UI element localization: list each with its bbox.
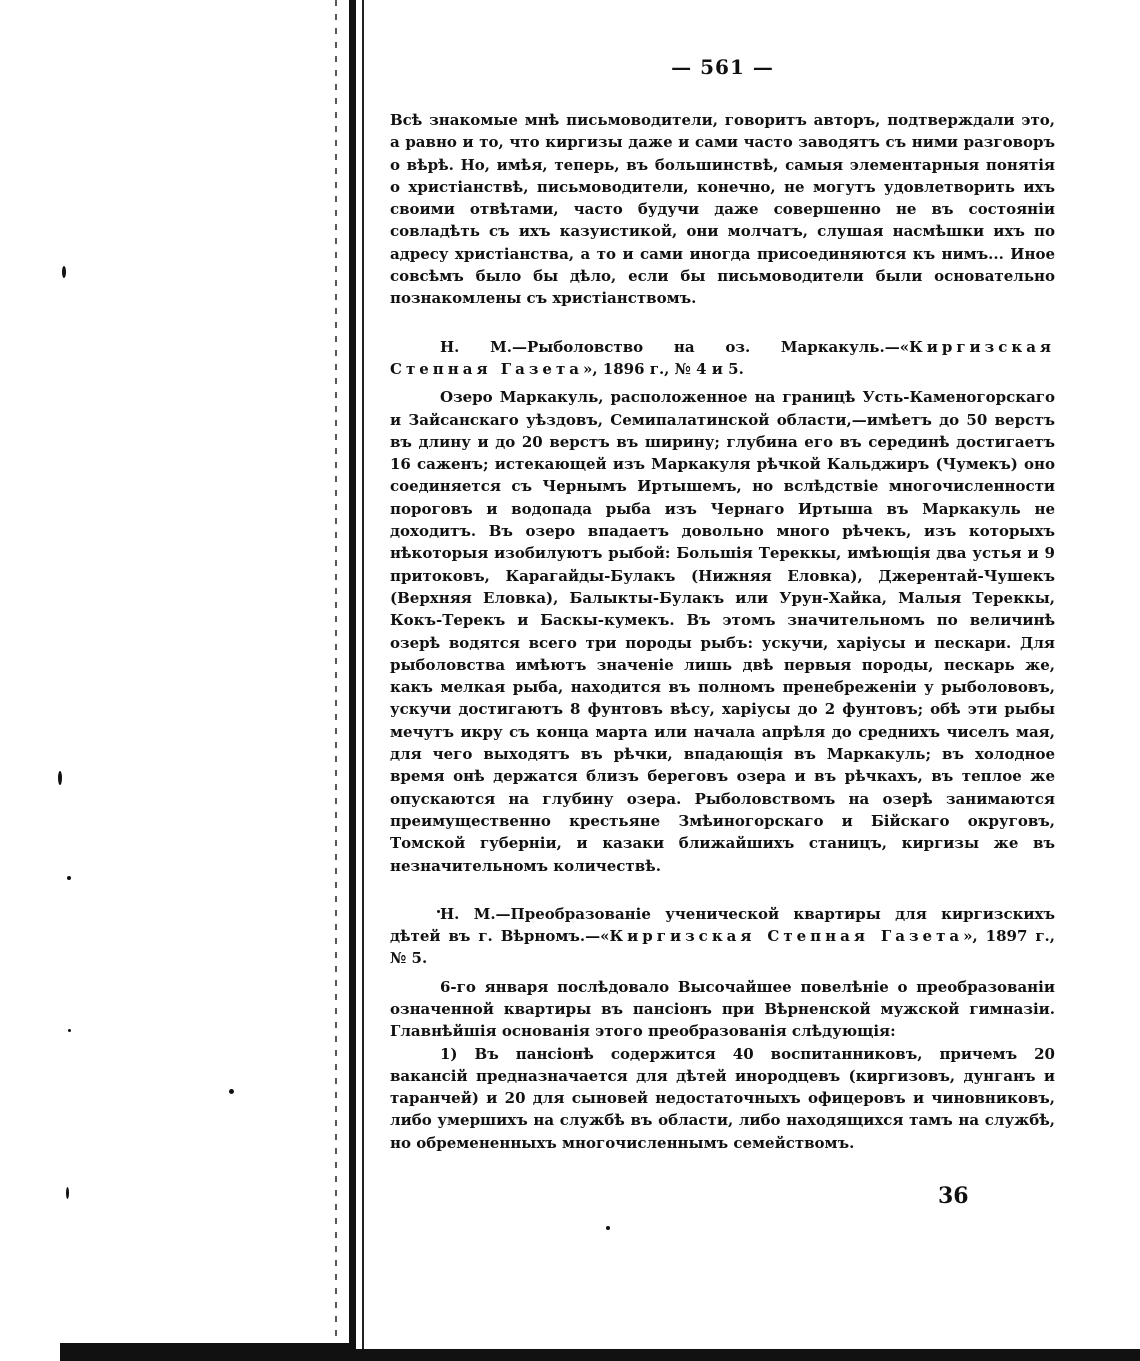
bottom-scan-edge xyxy=(60,1349,1140,1361)
page-edge-line xyxy=(362,0,364,1361)
school-body: 6-го января послѣдовало Высочайшее повелѣніе о преобразованіи означенной квартиры въ пансіонъ при Вѣрненской мужской гимназіи. Главнѣйшія основанія этого преобразованія слѣдующія: xyxy=(390,977,1055,1041)
fishing-heading-paper: Киргизская Степная Газета xyxy=(390,337,1055,378)
scan-speck xyxy=(68,1029,71,1032)
left-page-margin xyxy=(0,0,352,1361)
scan-speck xyxy=(229,1089,234,1094)
scan-speck xyxy=(62,266,66,278)
scan-speck xyxy=(58,771,62,785)
sheet-number: 36 xyxy=(938,1183,969,1209)
book-spine xyxy=(349,0,356,1361)
intro-paragraph: Всѣ знакомые мнѣ письмоводители, говоритъ авторъ, подтверждали это, а равно и то, что киргизы даже и сами часто заводятъ съ ними разговоръ о вѣрѣ. Но, имѣя, теперь, въ большинствѣ, самыя элементарныя понятія о христіанствѣ, письмоводители, конечно, не могутъ удовлетворить ихъ своими отвѣтами, часто будучи даже совершенно не въ состояніи совладѣть съ ихъ казуистикой, они молчатъ, слушая насмѣшки ихъ по адресу христіанства, а то и сами иногда присоединяются къ нимъ... Иное совсѣмъ было бы дѣло, если бы письмоводители были основательно познакомлены съ христіанствомъ. xyxy=(390,111,1055,308)
scan-speck xyxy=(67,876,71,880)
page-number: — 561 — xyxy=(671,55,774,79)
fishing-heading-suffix: », 1896 г., № 4 и 5. xyxy=(582,359,744,378)
school-heading-paper: Киргизская Степная Газета xyxy=(609,927,964,946)
scan-speck xyxy=(606,1226,610,1230)
scan-speck xyxy=(66,1187,69,1199)
fishing-body: Озеро Маркакуль, расположенное на границѣ Усть-Каменогорскаго и Зайсанскаго уѣздовъ, Семипалатинской области,—имѣетъ до 50 верстъ въ длину и до 20 верстъ въ ширину; глубина его въ серединѣ достигаетъ 16 саженъ; истекающей изъ Маркакуля рѣчкой Кальджиръ (Чумекъ) оно соединяется съ Чернымъ Иртышемъ, но вслѣдствіе многочисленности пороговъ и водопада рыба изъ Чернаго Иртыша въ Маркакуль не доходитъ. Въ озеро впадаетъ довольно много рѣчекъ, изъ которыхъ нѣкоторыя изобилуютъ рыбой: Большія Тереккы, имѣющія два устья и 9 притоковъ, Карагайды-Булакъ (Нижняя Еловка), Джерентай-Чушекъ (Верхняя Еловка), Балыкты-Булакъ или Урун-Хайка, Малыя Тереккы, Кокъ-Терекъ и Баскы-кумекъ. Въ этомъ значительномъ по величинѣ озерѣ водятся всего три породы рыбъ: ускучи, харіусы и пескари. Для рыболовства имѣютъ значеніе лишь двѣ первыя породы, пескарь же, какъ мелкая рыба, находится въ полномъ пренебреженіи у рыболововъ, ускучи достигаютъ 8 фунтовъ вѣсу, харіусы до 2 фунтовъ; обѣ эти рыбы мечутъ икру съ конца марта или начала апрѣля до среднихъ чиселъ мая, для чего выходятъ въ рѣчки, впадающія въ Маркакуль; въ холодное время онѣ держатся близъ береговъ озера и въ рѣчкахъ, въ теплое же опускаются на глубину озера. Рыболовствомъ на озерѣ занимаются преимущественно крестьяне Змѣиногорскаго и Бійскаго округовъ, Томской губерніи, и казаки ближайшихъ станицъ, киргизы же въ незначительномъ количествѣ. xyxy=(390,388,1055,875)
document-page xyxy=(390,55,1055,1154)
school-heading-prefix: Н. М.—Преобразованіе ученической квартиры для киргизскихъ дѣтей въ г. Вѣрномъ.—« xyxy=(390,904,1055,946)
school-item-1: 1) Въ пансіонѣ содержится 40 воспитанниковъ, причемъ 20 вакансій предназначается для дѣтей инородцевъ (киргизовъ, дунганъ и таранчей) и 20 для сыновей недостаточныхъ офицеровъ и чиновниковъ, либо умершихъ на службѣ въ области, либо находящихся тамъ на службѣ, но обремененныхъ многочисленнымъ семействомъ. xyxy=(390,1044,1055,1152)
fishing-heading-prefix: Н. М.—Рыболовство на оз. Маркакуль.—« xyxy=(440,337,910,356)
school-heading-suffix: », 1897 г., № 5. xyxy=(390,927,1055,968)
binding-dashed-line xyxy=(335,0,337,1361)
school-heading xyxy=(390,903,1055,970)
fishing-heading xyxy=(390,336,1055,381)
